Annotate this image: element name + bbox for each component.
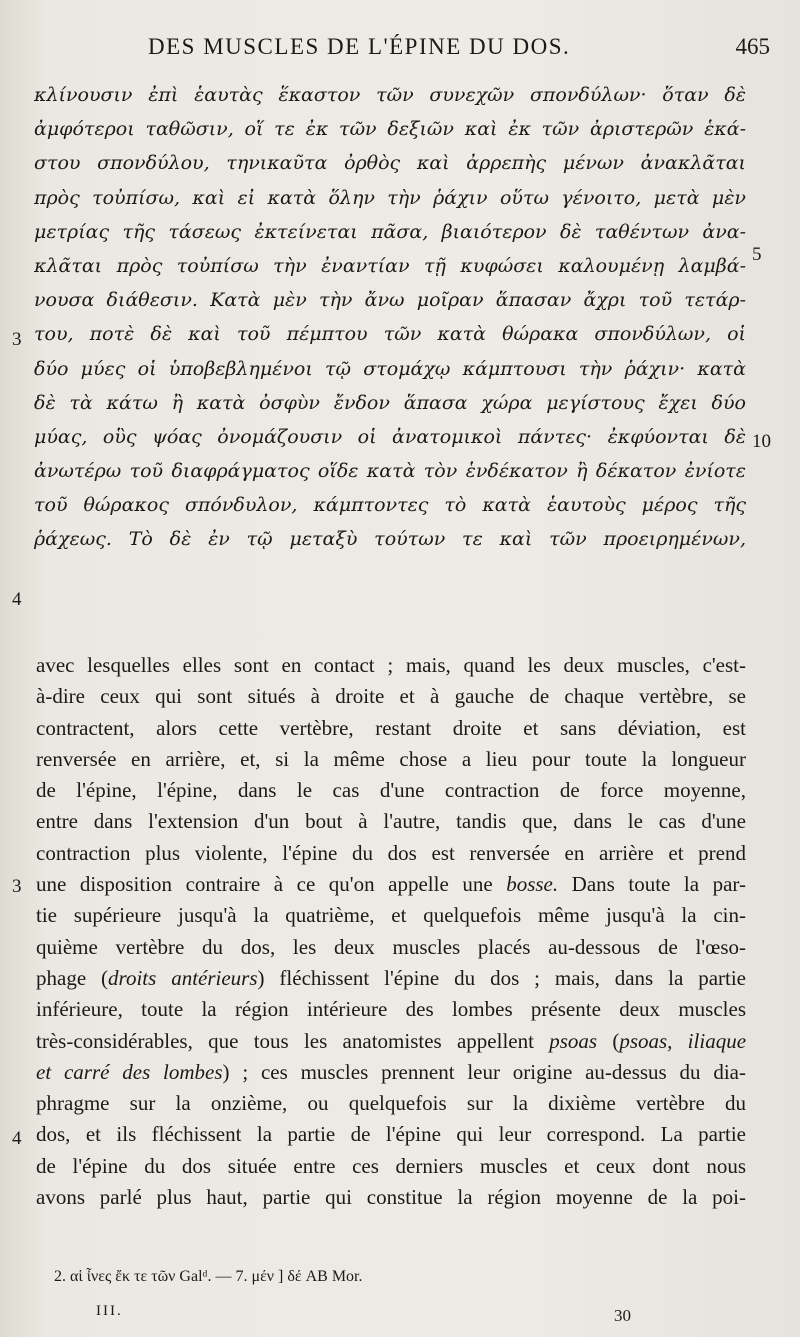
text-segment: contraction plus violente, l'épine du dos est renversée en arrière et prend xyxy=(36,840,746,865)
critical-apparatus-footnote: 2. αἱ ἶνες ἔκ τε τῶν Galᵈ. — 7. μέν ] δέ AB Mor. xyxy=(54,1268,363,1285)
french-line xyxy=(36,932,746,963)
french-line xyxy=(36,1026,746,1057)
text-segment: dos, et ils fléchissent la partie de l'épine qui leur correspond. La partie xyxy=(36,1122,746,1147)
french-line xyxy=(36,1182,746,1213)
margin-number: 10 xyxy=(752,431,771,452)
italic-term: psoas, iliaque xyxy=(619,1028,746,1053)
greek-line: πρὸς τοὐπίσω, καὶ εἰ κατὰ ὅλην τὴν ῥάχιν οὕτω γένοιτο, μετὰ μὲν xyxy=(34,186,746,209)
french-line xyxy=(36,650,746,681)
page-number: 465 xyxy=(735,34,770,59)
text-segment: très-considérables, que tous les anatomistes appellent xyxy=(36,1028,550,1053)
greek-line: μύας, οὓς ψόας ὀνομάζουσιν οἱ ἀνατομικοὶ πάντες· ἐκφύονται δὲ xyxy=(34,425,746,448)
french-translation-block xyxy=(36,650,746,1213)
french-line xyxy=(36,681,746,712)
greek-line: του, ποτὲ δὲ καὶ τοῦ πέμπτου τῶν κατὰ θώρακα σπονδύλων, οἱ xyxy=(34,323,746,346)
text-segment: avons parlé plus haut, partie qui constitue la région moyenne de la poi- xyxy=(36,1185,746,1210)
text-segment: renversée en arrière, et, si la même chose a lieu pour toute la longueur xyxy=(36,746,746,771)
italic-term: psoas xyxy=(549,1028,598,1053)
french-line xyxy=(36,1088,746,1119)
french-line xyxy=(36,713,746,744)
text-segment: de l'épine du dos située entre ces derniers muscles et ceux dont nous xyxy=(36,1153,746,1178)
greek-line: ῥάχεως. Τὸ δὲ ἐν τῷ μεταξὺ τούτων τε καὶ τῶν προειρημένων, xyxy=(34,528,746,551)
french-line xyxy=(36,1119,746,1150)
greek-line: δὲ τὰ κάτω ἢ κατὰ ὀσφὺν ἔνδον ἅπασα χώρα μεγίστους ἔχει δύο xyxy=(34,391,746,414)
greek-line: ἀμφότεροι ταθῶσιν, οἵ τε ἐκ τῶν δεξιῶν καὶ ἐκ τῶν ἀριστερῶν ἑκά- xyxy=(34,118,746,141)
text-segment: inférieure, toute la région intérieure des lombes présente deux muscles xyxy=(36,997,746,1022)
greek-line: κλᾶται πρὸς τοὐπίσω τὴν ἐναντίαν τῇ κυφώσει καλουμένῃ λαμβά- xyxy=(34,254,746,277)
french-line xyxy=(36,806,746,837)
french-line xyxy=(36,744,746,775)
text-segment: de l'épine, l'épine, dans le cas d'une contraction de force moyenne, xyxy=(36,778,746,803)
greek-line: στου σπονδύλου, τηνικαῦτα ὀρθὸς καὶ ἀρρεπὴς μένων ἀνακλᾶται xyxy=(34,152,746,175)
text-segment: avec lesquelles elles sont en contact ; mais, quand les deux muscles, c'est- xyxy=(36,653,746,677)
signature-mark: III. xyxy=(96,1303,123,1319)
french-line xyxy=(36,838,746,869)
text-segment: contractent, alors cette vertèbre, restant droite et sans déviation, est xyxy=(36,715,746,740)
french-line xyxy=(36,869,746,900)
italic-term: et carré des lombes xyxy=(36,1059,223,1084)
french-line xyxy=(36,994,746,1025)
french-line xyxy=(36,963,746,994)
greek-line: νουσα διάθεσιν. Κατὰ μὲν τὴν ἄνω μοῖραν ἅπασαν ἄχρι τοῦ τετάρ- xyxy=(34,289,746,312)
margin-number: 4 xyxy=(12,1128,22,1149)
text-segment: à-dire ceux qui sont situés à droite et à gauche de chaque vertèbre, se xyxy=(36,684,746,709)
greek-line: κλίνουσιν ἐπὶ ἑαυτὰς ἕκαστον τῶν συνεχῶν σπονδύλων· ὅταν δὲ xyxy=(34,84,746,106)
french-line xyxy=(36,1057,746,1088)
margin-number: 5 xyxy=(752,244,762,265)
signature-number: 30 xyxy=(614,1306,631,1325)
margin-number: 3 xyxy=(12,329,22,350)
text-segment: quième vertèbre du dos, les deux muscles placés au-dessous de l'œso- xyxy=(36,934,746,959)
running-header xyxy=(30,32,770,68)
text-segment: ( xyxy=(597,1028,620,1053)
text-segment: ) fléchissent l'épine du dos ; mais, dans la partie xyxy=(257,965,746,990)
text-segment: ) ; ces muscles prennent leur origine au-dessus du dia- xyxy=(222,1059,746,1084)
text-segment: phage ( xyxy=(36,965,109,990)
margin-number: 4 xyxy=(12,589,22,610)
text-segment: entre dans l'extension d'un bout à l'autre, tandis que, dans le cas d'une xyxy=(36,809,746,834)
greek-text-block xyxy=(34,78,746,557)
text-segment: phragme sur la onzième, ou quelquefois sur la dixième vertèbre du xyxy=(36,1091,746,1116)
greek-line: δύο μύες οἱ ὑποβεβλημένοι τῷ στομάχῳ κάμπτουσι τὴν ῥάχιν· κατὰ xyxy=(34,357,746,380)
greek-line: τοῦ θώρακος σπόνδυλον, κάμπτοντες τὸ κατὰ ἑαυτοὺς μέρος τῆς xyxy=(34,494,746,517)
french-line xyxy=(36,900,746,931)
italic-term: droits antérieurs xyxy=(108,965,258,990)
text-segment: une disposition contraire à ce qu'on appelle une xyxy=(36,872,507,897)
text-segment: tie supérieure jusqu'à la quatrième, et quelquefois même jusqu'à la cin- xyxy=(36,903,746,928)
italic-term: bosse. xyxy=(506,872,559,897)
greek-line: μετρίας τῆς τάσεως ἐκτείνεται πᾶσα, βιαιότερον δὲ ταθέντων ἀνα- xyxy=(34,220,746,243)
running-title: DES MUSCLES DE L'ÉPINE DU DOS. xyxy=(148,34,571,59)
greek-line: ἀνωτέρω τοῦ διαφράγματος οἵδε κατὰ τὸν ἑνδέκατον ἢ δέκατον ἐνίοτε xyxy=(34,460,746,483)
french-line xyxy=(36,1151,746,1182)
french-line xyxy=(36,775,746,806)
text-segment: Dans toute la par- xyxy=(558,872,746,897)
margin-number: 3 xyxy=(12,876,22,897)
